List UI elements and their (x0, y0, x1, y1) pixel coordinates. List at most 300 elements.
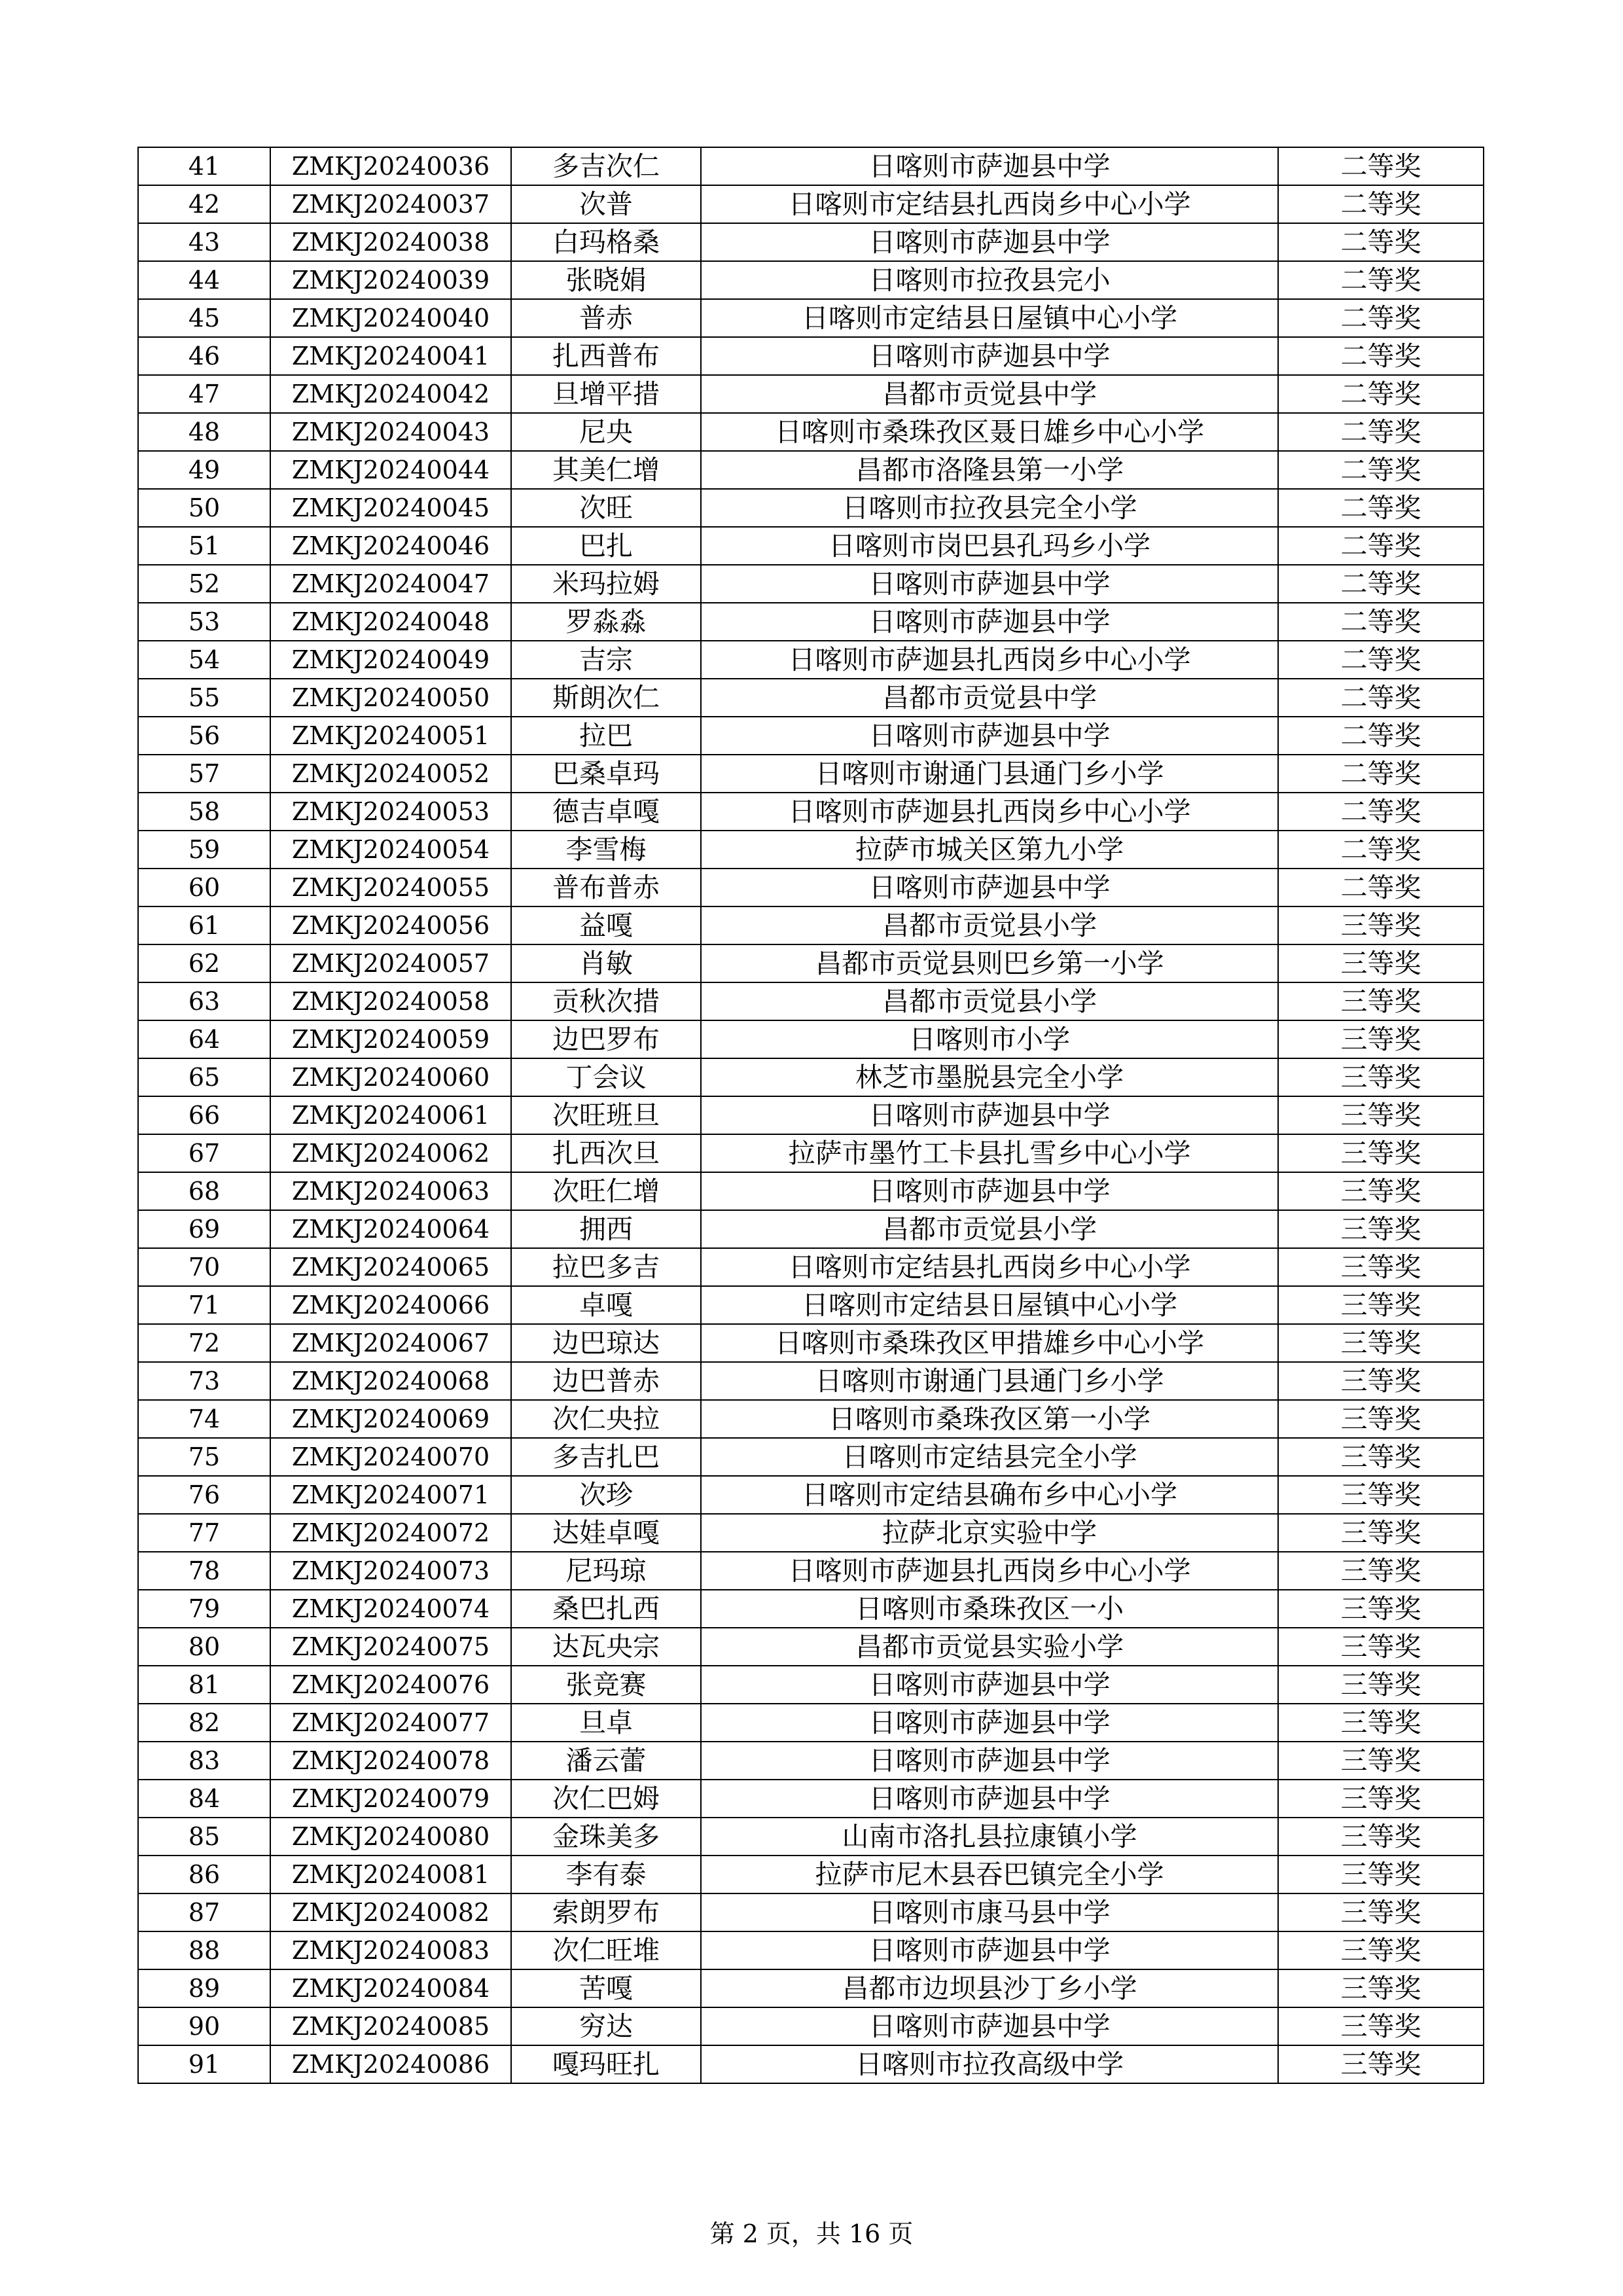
table-row (138, 1438, 1484, 1476)
name-cell: 肖敏 (511, 944, 701, 982)
table-row (138, 565, 1484, 603)
name-cell: 次珍 (511, 1476, 701, 1514)
entry-code-cell: ZMKJ20240048 (270, 603, 511, 641)
entry-code-cell: ZMKJ20240070 (270, 1438, 511, 1476)
row-number-cell: 45 (138, 299, 270, 337)
table-row (138, 1020, 1484, 1058)
name-cell: 次旺仁增 (511, 1172, 701, 1210)
award-list-table (137, 147, 1484, 2084)
entry-code-cell: ZMKJ20240065 (270, 1248, 511, 1286)
row-number-cell: 78 (138, 1552, 270, 1590)
row-number-cell: 72 (138, 1324, 270, 1362)
school-cell: 日喀则市谢通门县通门乡小学 (701, 755, 1278, 793)
row-number-cell: 41 (138, 147, 270, 185)
award-cell: 三等奖 (1278, 1969, 1484, 2007)
school-cell: 日喀则市定结县日屋镇中心小学 (701, 299, 1278, 337)
table-row (138, 1362, 1484, 1400)
table-row (138, 1400, 1484, 1438)
table-row (138, 451, 1484, 489)
award-cell: 二等奖 (1278, 565, 1484, 603)
name-cell: 其美仁增 (511, 451, 701, 489)
school-cell: 日喀则市定结县完全小学 (701, 1438, 1278, 1476)
name-cell: 苦嘎 (511, 1969, 701, 2007)
name-cell: 次旺班旦 (511, 1096, 701, 1134)
name-cell: 次仁巴姆 (511, 1780, 701, 1818)
row-number-cell: 82 (138, 1704, 270, 1742)
table-row (138, 603, 1484, 641)
row-number-cell: 81 (138, 1666, 270, 1704)
entry-code-cell: ZMKJ20240062 (270, 1134, 511, 1172)
school-cell: 日喀则市萨迦县中学 (701, 1704, 1278, 1742)
table-row (138, 1931, 1484, 1969)
table-row (138, 1780, 1484, 1818)
entry-code-cell: ZMKJ20240054 (270, 831, 511, 869)
name-cell: 益嘎 (511, 906, 701, 944)
row-number-cell: 65 (138, 1058, 270, 1096)
row-number-cell: 71 (138, 1286, 270, 1324)
name-cell: 穷达 (511, 2007, 701, 2045)
entry-code-cell: ZMKJ20240068 (270, 1362, 511, 1400)
award-cell: 三等奖 (1278, 1742, 1484, 1780)
name-cell: 索朗罗布 (511, 1893, 701, 1931)
table-row (138, 1476, 1484, 1514)
school-cell: 昌都市边坝县沙丁乡小学 (701, 1969, 1278, 2007)
name-cell: 达娃卓嘎 (511, 1514, 701, 1552)
table-row (138, 1058, 1484, 1096)
row-number-cell: 67 (138, 1134, 270, 1172)
entry-code-cell: ZMKJ20240084 (270, 1969, 511, 2007)
school-cell: 昌都市贡觉县中学 (701, 375, 1278, 413)
entry-code-cell: ZMKJ20240052 (270, 755, 511, 793)
name-cell: 次普 (511, 185, 701, 223)
row-number-cell: 44 (138, 261, 270, 299)
school-cell: 日喀则市桑珠孜区第一小学 (701, 1400, 1278, 1438)
row-number-cell: 70 (138, 1248, 270, 1286)
row-number-cell: 75 (138, 1438, 270, 1476)
name-cell: 米玛拉姆 (511, 565, 701, 603)
school-cell: 日喀则市萨迦县中学 (701, 869, 1278, 906)
award-cell: 三等奖 (1278, 1400, 1484, 1438)
row-number-cell: 57 (138, 755, 270, 793)
name-cell: 李雪梅 (511, 831, 701, 869)
school-cell: 日喀则市萨迦县中学 (701, 1931, 1278, 1969)
award-cell: 二等奖 (1278, 413, 1484, 451)
award-cell: 三等奖 (1278, 1666, 1484, 1704)
award-cell: 三等奖 (1278, 1324, 1484, 1362)
school-cell: 日喀则市萨迦县扎西岗乡中心小学 (701, 641, 1278, 679)
school-cell: 昌都市贡觉县小学 (701, 906, 1278, 944)
row-number-cell: 58 (138, 793, 270, 831)
school-cell: 日喀则市拉孜高级中学 (701, 2045, 1278, 2083)
row-number-cell: 88 (138, 1931, 270, 1969)
school-cell: 昌都市洛隆县第一小学 (701, 451, 1278, 489)
award-cell: 三等奖 (1278, 1058, 1484, 1096)
row-number-cell: 79 (138, 1590, 270, 1628)
row-number-cell: 68 (138, 1172, 270, 1210)
entry-code-cell: ZMKJ20240071 (270, 1476, 511, 1514)
entry-code-cell: ZMKJ20240056 (270, 906, 511, 944)
award-cell: 三等奖 (1278, 1286, 1484, 1324)
school-cell: 日喀则市萨迦县中学 (701, 717, 1278, 755)
name-cell: 次仁央拉 (511, 1400, 701, 1438)
table-row (138, 679, 1484, 717)
school-cell: 日喀则市萨迦县中学 (701, 1096, 1278, 1134)
school-cell: 日喀则市桑珠孜区甲措雄乡中心小学 (701, 1324, 1278, 1362)
table-row (138, 831, 1484, 869)
entry-code-cell: ZMKJ20240072 (270, 1514, 511, 1552)
school-cell: 日喀则市定结县日屋镇中心小学 (701, 1286, 1278, 1324)
table-row (138, 1969, 1484, 2007)
name-cell: 次旺 (511, 489, 701, 527)
entry-code-cell: ZMKJ20240041 (270, 337, 511, 375)
table-row (138, 1514, 1484, 1552)
row-number-cell: 48 (138, 413, 270, 451)
award-cell: 二等奖 (1278, 489, 1484, 527)
school-cell: 日喀则市萨迦县中学 (701, 337, 1278, 375)
school-cell: 日喀则市萨迦县中学 (701, 1742, 1278, 1780)
entry-code-cell: ZMKJ20240080 (270, 1818, 511, 1856)
school-cell: 山南市洛扎县拉康镇小学 (701, 1818, 1278, 1856)
row-number-cell: 51 (138, 527, 270, 565)
award-cell: 二等奖 (1278, 793, 1484, 831)
school-cell: 日喀则市岗巴县孔玛乡小学 (701, 527, 1278, 565)
school-cell: 日喀则市萨迦县中学 (701, 1172, 1278, 1210)
entry-code-cell: ZMKJ20240063 (270, 1172, 511, 1210)
table-row (138, 1893, 1484, 1931)
award-cell: 二等奖 (1278, 831, 1484, 869)
entry-code-cell: ZMKJ20240037 (270, 185, 511, 223)
school-cell: 日喀则市萨迦县中学 (701, 1780, 1278, 1818)
table-row (138, 1248, 1484, 1286)
school-cell: 日喀则市萨迦县扎西岗乡中心小学 (701, 1552, 1278, 1590)
school-cell: 日喀则市康马县中学 (701, 1893, 1278, 1931)
entry-code-cell: ZMKJ20240038 (270, 223, 511, 261)
name-cell: 潘云蕾 (511, 1742, 701, 1780)
name-cell: 桑巴扎西 (511, 1590, 701, 1628)
school-cell: 日喀则市桑珠孜区聂日雄乡中心小学 (701, 413, 1278, 451)
name-cell: 边巴普赤 (511, 1362, 701, 1400)
entry-code-cell: ZMKJ20240069 (270, 1400, 511, 1438)
name-cell: 旦增平措 (511, 375, 701, 413)
award-cell: 三等奖 (1278, 1248, 1484, 1286)
table-row (138, 1134, 1484, 1172)
entry-code-cell: ZMKJ20240059 (270, 1020, 511, 1058)
award-cell: 三等奖 (1278, 1362, 1484, 1400)
row-number-cell: 53 (138, 603, 270, 641)
school-cell: 日喀则市桑珠孜区一小 (701, 1590, 1278, 1628)
name-cell: 旦卓 (511, 1704, 701, 1742)
row-number-cell: 90 (138, 2007, 270, 2045)
name-cell: 多吉次仁 (511, 147, 701, 185)
name-cell: 吉宗 (511, 641, 701, 679)
row-number-cell: 62 (138, 944, 270, 982)
school-cell: 拉萨市墨竹工卡县扎雪乡中心小学 (701, 1134, 1278, 1172)
school-cell: 日喀则市定结县扎西岗乡中心小学 (701, 185, 1278, 223)
table-row (138, 793, 1484, 831)
row-number-cell: 61 (138, 906, 270, 944)
entry-code-cell: ZMKJ20240086 (270, 2045, 511, 2083)
row-number-cell: 85 (138, 1818, 270, 1856)
table-row (138, 641, 1484, 679)
page-footer: 第 2 页，共 16 页 (709, 2219, 914, 2248)
name-cell: 德吉卓嘎 (511, 793, 701, 831)
table-row (138, 1210, 1484, 1248)
entry-code-cell: ZMKJ20240078 (270, 1742, 511, 1780)
entry-code-cell: ZMKJ20240083 (270, 1931, 511, 1969)
school-cell: 日喀则市萨迦县中学 (701, 147, 1278, 185)
award-cell: 三等奖 (1278, 944, 1484, 982)
table-row (138, 147, 1484, 185)
row-number-cell: 64 (138, 1020, 270, 1058)
name-cell: 贡秋次措 (511, 982, 701, 1020)
entry-code-cell: ZMKJ20240067 (270, 1324, 511, 1362)
name-cell: 普赤 (511, 299, 701, 337)
entry-code-cell: ZMKJ20240047 (270, 565, 511, 603)
name-cell: 拥西 (511, 1210, 701, 1248)
school-cell: 拉萨市城关区第九小学 (701, 831, 1278, 869)
name-cell: 嘎玛旺扎 (511, 2045, 701, 2083)
name-cell: 丁会议 (511, 1058, 701, 1096)
entry-code-cell: ZMKJ20240042 (270, 375, 511, 413)
school-cell: 拉萨北京实验中学 (701, 1514, 1278, 1552)
name-cell: 多吉扎巴 (511, 1438, 701, 1476)
table-row (138, 1324, 1484, 1362)
table-row (138, 1628, 1484, 1666)
entry-code-cell: ZMKJ20240050 (270, 679, 511, 717)
row-number-cell: 63 (138, 982, 270, 1020)
entry-code-cell: ZMKJ20240036 (270, 147, 511, 185)
name-cell: 卓嘎 (511, 1286, 701, 1324)
award-cell: 三等奖 (1278, 1134, 1484, 1172)
award-cell: 二等奖 (1278, 451, 1484, 489)
school-cell: 日喀则市拉孜县完小 (701, 261, 1278, 299)
entry-code-cell: ZMKJ20240076 (270, 1666, 511, 1704)
entry-code-cell: ZMKJ20240073 (270, 1552, 511, 1590)
school-cell: 林芝市墨脱县完全小学 (701, 1058, 1278, 1096)
school-cell: 昌都市贡觉县实验小学 (701, 1628, 1278, 1666)
award-cell: 三等奖 (1278, 1552, 1484, 1590)
table-row (138, 944, 1484, 982)
entry-code-cell: ZMKJ20240057 (270, 944, 511, 982)
table-row (138, 337, 1484, 375)
entry-code-cell: ZMKJ20240074 (270, 1590, 511, 1628)
table-row (138, 1286, 1484, 1324)
table-row (138, 869, 1484, 906)
row-number-cell: 73 (138, 1362, 270, 1400)
name-cell: 尼央 (511, 413, 701, 451)
award-cell: 二等奖 (1278, 527, 1484, 565)
award-cell: 二等奖 (1278, 147, 1484, 185)
award-cell: 三等奖 (1278, 1096, 1484, 1134)
row-number-cell: 74 (138, 1400, 270, 1438)
row-number-cell: 56 (138, 717, 270, 755)
entry-code-cell: ZMKJ20240082 (270, 1893, 511, 1931)
table-row (138, 906, 1484, 944)
name-cell: 李有泰 (511, 1856, 701, 1893)
entry-code-cell: ZMKJ20240079 (270, 1780, 511, 1818)
table-row (138, 261, 1484, 299)
award-cell: 二等奖 (1278, 299, 1484, 337)
school-cell: 日喀则市萨迦县中学 (701, 223, 1278, 261)
table-row (138, 755, 1484, 793)
award-cell: 三等奖 (1278, 1704, 1484, 1742)
table-row (138, 2045, 1484, 2083)
school-cell: 日喀则市萨迦县中学 (701, 603, 1278, 641)
award-list-body (138, 147, 1484, 2083)
award-cell: 三等奖 (1278, 1210, 1484, 1248)
entry-code-cell: ZMKJ20240066 (270, 1286, 511, 1324)
award-cell: 三等奖 (1278, 2045, 1484, 2083)
entry-code-cell: ZMKJ20240044 (270, 451, 511, 489)
table-row (138, 717, 1484, 755)
award-cell: 三等奖 (1278, 1818, 1484, 1856)
table-row (138, 1742, 1484, 1780)
entry-code-cell: ZMKJ20240085 (270, 2007, 511, 2045)
school-cell: 昌都市贡觉县则巴乡第一小学 (701, 944, 1278, 982)
award-cell: 三等奖 (1278, 1856, 1484, 1893)
table-row (138, 1096, 1484, 1134)
name-cell: 巴扎 (511, 527, 701, 565)
award-cell: 二等奖 (1278, 679, 1484, 717)
table-row (138, 1172, 1484, 1210)
entry-code-cell: ZMKJ20240051 (270, 717, 511, 755)
name-cell: 拉巴 (511, 717, 701, 755)
row-number-cell: 91 (138, 2045, 270, 2083)
award-cell: 二等奖 (1278, 869, 1484, 906)
table-row (138, 2007, 1484, 2045)
row-number-cell: 60 (138, 869, 270, 906)
award-cell: 二等奖 (1278, 185, 1484, 223)
name-cell: 罗淼淼 (511, 603, 701, 641)
award-cell: 三等奖 (1278, 1780, 1484, 1818)
row-number-cell: 69 (138, 1210, 270, 1248)
award-cell: 二等奖 (1278, 261, 1484, 299)
table-row (138, 1552, 1484, 1590)
award-cell: 二等奖 (1278, 375, 1484, 413)
row-number-cell: 54 (138, 641, 270, 679)
name-cell: 白玛格桑 (511, 223, 701, 261)
name-cell: 达瓦央宗 (511, 1628, 701, 1666)
row-number-cell: 77 (138, 1514, 270, 1552)
name-cell: 扎西次旦 (511, 1134, 701, 1172)
table-row (138, 1704, 1484, 1742)
name-cell: 边巴琼达 (511, 1324, 701, 1362)
entry-code-cell: ZMKJ20240061 (270, 1096, 511, 1134)
award-cell: 三等奖 (1278, 1931, 1484, 1969)
table-row (138, 185, 1484, 223)
table-row (138, 1590, 1484, 1628)
entry-code-cell: ZMKJ20240053 (270, 793, 511, 831)
entry-code-cell: ZMKJ20240046 (270, 527, 511, 565)
table-row (138, 527, 1484, 565)
entry-code-cell: ZMKJ20240043 (270, 413, 511, 451)
row-number-cell: 83 (138, 1742, 270, 1780)
table-row (138, 299, 1484, 337)
name-cell: 斯朗次仁 (511, 679, 701, 717)
entry-code-cell: ZMKJ20240077 (270, 1704, 511, 1742)
row-number-cell: 80 (138, 1628, 270, 1666)
row-number-cell: 49 (138, 451, 270, 489)
award-cell: 三等奖 (1278, 1628, 1484, 1666)
row-number-cell: 52 (138, 565, 270, 603)
table-row (138, 1856, 1484, 1893)
row-number-cell: 76 (138, 1476, 270, 1514)
row-number-cell: 43 (138, 223, 270, 261)
award-cell: 二等奖 (1278, 755, 1484, 793)
school-cell: 日喀则市谢通门县通门乡小学 (701, 1362, 1278, 1400)
award-cell: 三等奖 (1278, 1172, 1484, 1210)
row-number-cell: 89 (138, 1969, 270, 2007)
award-cell: 三等奖 (1278, 1476, 1484, 1514)
award-cell: 二等奖 (1278, 223, 1484, 261)
name-cell: 边巴罗布 (511, 1020, 701, 1058)
name-cell: 次仁旺堆 (511, 1931, 701, 1969)
entry-code-cell: ZMKJ20240075 (270, 1628, 511, 1666)
award-cell: 三等奖 (1278, 906, 1484, 944)
award-cell: 三等奖 (1278, 1514, 1484, 1552)
table-row (138, 489, 1484, 527)
row-number-cell: 86 (138, 1856, 270, 1893)
row-number-cell: 42 (138, 185, 270, 223)
row-number-cell: 87 (138, 1893, 270, 1931)
school-cell: 日喀则市定结县扎西岗乡中心小学 (701, 1248, 1278, 1286)
entry-code-cell: ZMKJ20240039 (270, 261, 511, 299)
table-row (138, 1666, 1484, 1704)
row-number-cell: 55 (138, 679, 270, 717)
award-cell: 三等奖 (1278, 2007, 1484, 2045)
entry-code-cell: ZMKJ20240058 (270, 982, 511, 1020)
row-number-cell: 66 (138, 1096, 270, 1134)
entry-code-cell: ZMKJ20240055 (270, 869, 511, 906)
name-cell: 扎西普布 (511, 337, 701, 375)
row-number-cell: 59 (138, 831, 270, 869)
school-cell: 日喀则市萨迦县中学 (701, 565, 1278, 603)
name-cell: 普布普赤 (511, 869, 701, 906)
entry-code-cell: ZMKJ20240060 (270, 1058, 511, 1096)
award-cell: 三等奖 (1278, 1893, 1484, 1931)
row-number-cell: 46 (138, 337, 270, 375)
school-cell: 日喀则市拉孜县完全小学 (701, 489, 1278, 527)
school-cell: 昌都市贡觉县小学 (701, 1210, 1278, 1248)
school-cell: 拉萨市尼木县吞巴镇完全小学 (701, 1856, 1278, 1893)
table-row (138, 223, 1484, 261)
school-cell: 日喀则市萨迦县中学 (701, 2007, 1278, 2045)
name-cell: 张竞赛 (511, 1666, 701, 1704)
row-number-cell: 50 (138, 489, 270, 527)
school-cell: 昌都市贡觉县小学 (701, 982, 1278, 1020)
award-cell: 三等奖 (1278, 982, 1484, 1020)
school-cell: 日喀则市萨迦县扎西岗乡中心小学 (701, 793, 1278, 831)
school-cell: 日喀则市萨迦县中学 (701, 1666, 1278, 1704)
entry-code-cell: ZMKJ20240045 (270, 489, 511, 527)
table-row (138, 413, 1484, 451)
school-cell: 昌都市贡觉县中学 (701, 679, 1278, 717)
award-cell: 三等奖 (1278, 1020, 1484, 1058)
award-cell: 二等奖 (1278, 603, 1484, 641)
table-row (138, 982, 1484, 1020)
name-cell: 巴桑卓玛 (511, 755, 701, 793)
name-cell: 金珠美多 (511, 1818, 701, 1856)
entry-code-cell: ZMKJ20240040 (270, 299, 511, 337)
table-row (138, 375, 1484, 413)
award-cell: 二等奖 (1278, 717, 1484, 755)
school-cell: 日喀则市小学 (701, 1020, 1278, 1058)
name-cell: 尼玛琼 (511, 1552, 701, 1590)
award-cell: 三等奖 (1278, 1438, 1484, 1476)
row-number-cell: 84 (138, 1780, 270, 1818)
name-cell: 张晓娟 (511, 261, 701, 299)
award-cell: 二等奖 (1278, 641, 1484, 679)
